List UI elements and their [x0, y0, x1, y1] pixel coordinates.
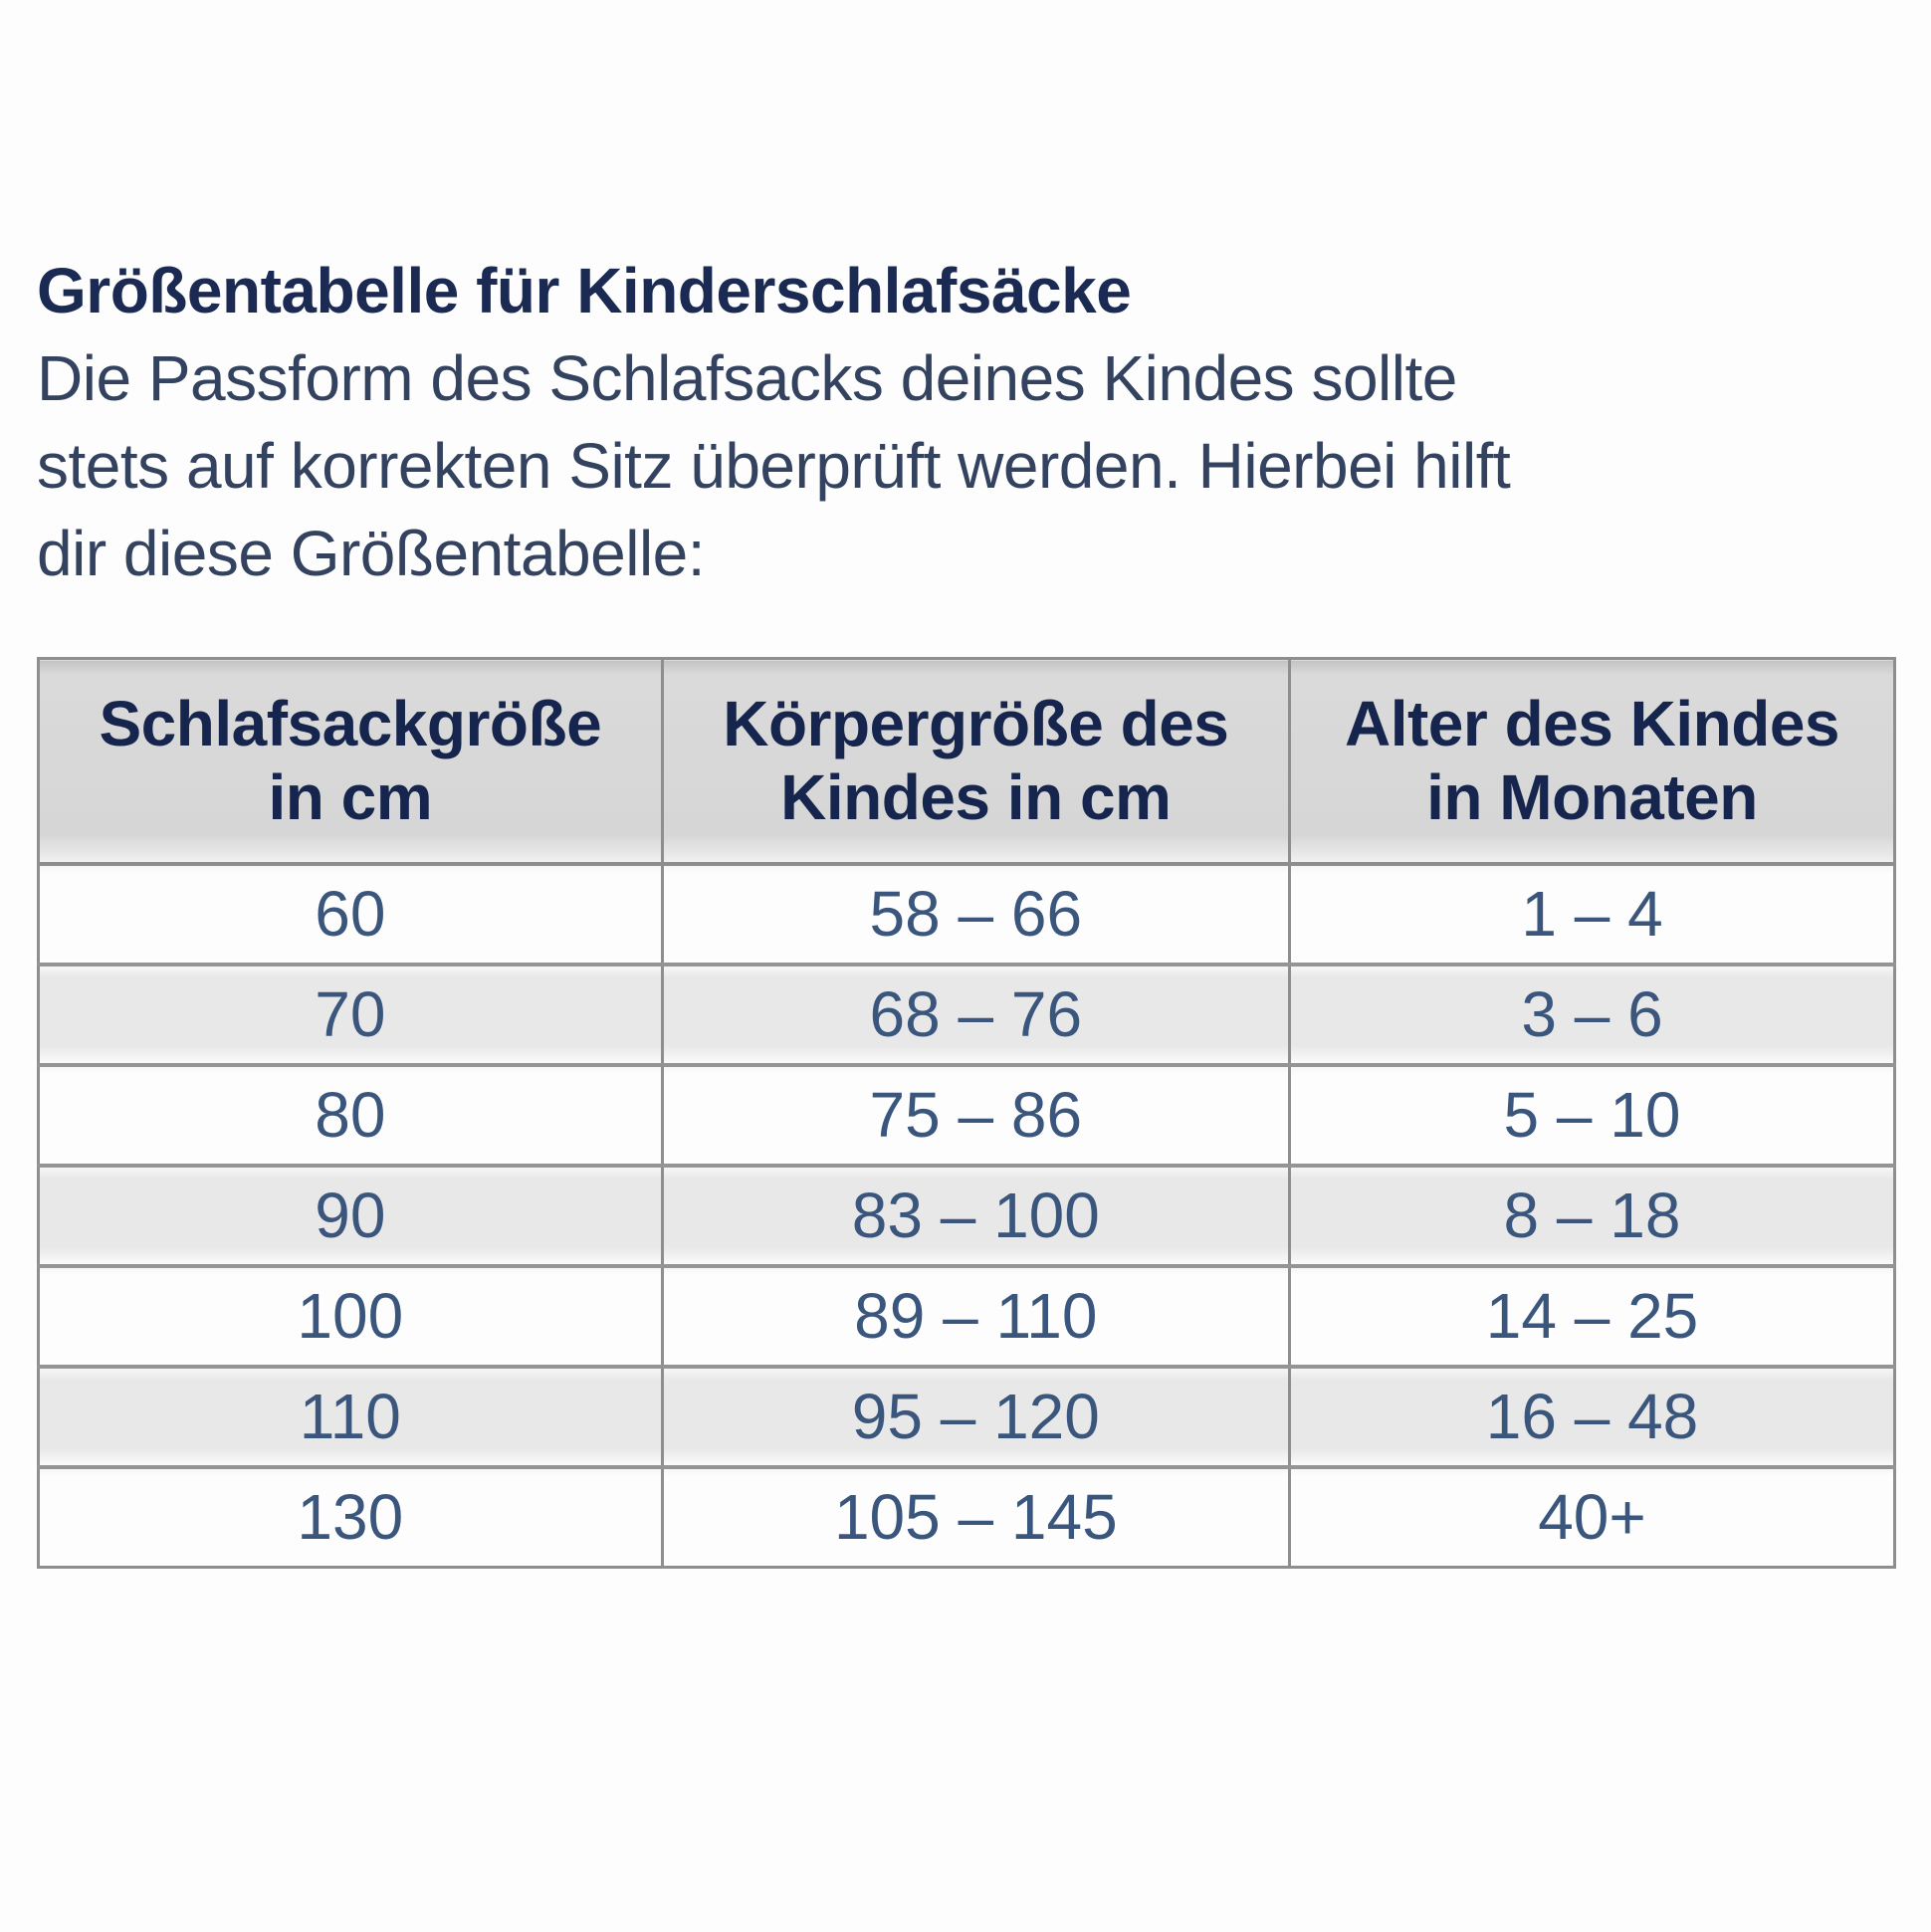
- column-header-line: in Monaten: [1426, 761, 1758, 834]
- age-cell: 16 – 48: [1289, 1367, 1894, 1467]
- intro-line-2: stets auf korrekten Sitz überprüft werden. Hierbei hilft: [37, 430, 1511, 502]
- page-title: Größentabelle für Kinderschlafsäcke: [37, 255, 1132, 326]
- height-cell: 75 – 86: [662, 1065, 1289, 1166]
- height-cell: 105 – 145: [662, 1467, 1289, 1568]
- table-row: [39, 965, 1895, 1065]
- size-cell: 130: [39, 1467, 663, 1568]
- size-cell: 80: [39, 1065, 663, 1166]
- intro-line-1: Die Passform des Schlafsacks deines Kindes sollte: [37, 342, 1457, 414]
- age-cell: 40+: [1289, 1467, 1894, 1568]
- column-header-child-height: [662, 659, 1289, 864]
- size-cell: 100: [39, 1266, 663, 1367]
- table-row: [39, 1166, 1895, 1266]
- age-cell: 3 – 6: [1289, 965, 1894, 1065]
- size-table-body: [39, 864, 1895, 1568]
- table-row: [39, 1367, 1895, 1467]
- height-cell: 68 – 76: [662, 965, 1289, 1065]
- height-cell: 58 – 66: [662, 864, 1289, 965]
- height-cell: 83 – 100: [662, 1166, 1289, 1266]
- column-header-line: Kindes in cm: [780, 761, 1172, 834]
- age-cell: 5 – 10: [1289, 1065, 1894, 1166]
- table-row: [39, 1467, 1895, 1568]
- column-header-line: Schlafsackgröße: [99, 688, 602, 760]
- column-header-line: in cm: [268, 761, 433, 834]
- height-cell: 95 – 120: [662, 1367, 1289, 1467]
- header-row: [39, 659, 1895, 864]
- age-cell: 8 – 18: [1289, 1166, 1894, 1266]
- table-row: [39, 864, 1895, 965]
- size-cell: 70: [39, 965, 663, 1065]
- column-header-line: Alter des Kindes: [1344, 688, 1839, 760]
- size-cell: 60: [39, 864, 663, 965]
- intro-line-3: dir diese Größentabelle:: [37, 518, 706, 589]
- table-row: [39, 1266, 1895, 1367]
- age-cell: 1 – 4: [1289, 864, 1894, 965]
- column-header-child-age: [1289, 659, 1894, 864]
- size-cell: 90: [39, 1166, 663, 1266]
- size-cell: 110: [39, 1367, 663, 1467]
- column-header-line: Körpergröße des: [723, 688, 1229, 760]
- intro-paragraph: [37, 334, 1896, 597]
- size-table-header: [39, 659, 1895, 864]
- column-header-sleeping-bag-size: [39, 659, 663, 864]
- height-cell: 89 – 110: [662, 1266, 1289, 1367]
- age-cell: 14 – 25: [1289, 1266, 1894, 1367]
- table-row: [39, 1065, 1895, 1166]
- size-table: [37, 657, 1896, 1569]
